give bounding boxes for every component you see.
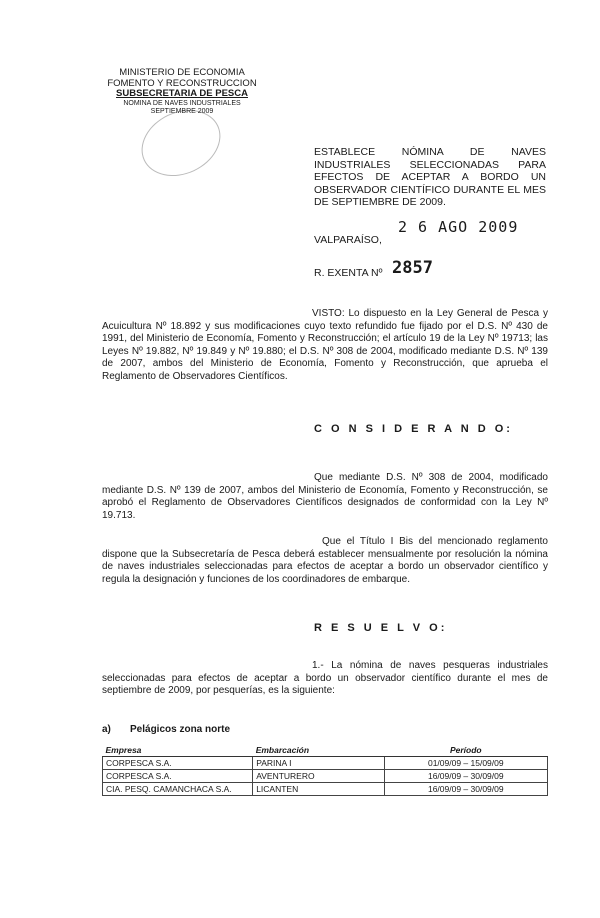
ministry-header bbox=[96, 68, 268, 116]
table-row bbox=[103, 757, 548, 770]
cell-periodo: 01/09/09 – 15/09/09 bbox=[384, 757, 547, 770]
resuelvo-heading: R E S U E L V O: bbox=[314, 622, 448, 634]
table-row bbox=[103, 770, 548, 783]
cell-embarcacion: PARINA I bbox=[253, 757, 384, 770]
ministry-name: MINISTERIO DE ECONOMIA bbox=[119, 67, 245, 78]
table-row bbox=[103, 783, 548, 796]
considerando-text-1: Que mediante D.S. Nº 308 de 2004, modificado mediante D.S. Nº 139 de 2007, ambos del Ministerio de Economía, Fomento y Reconstrucción, se aprobó el Reglamento de Observadores Científicos designados de conformidad con la Ley Nº 19.713. bbox=[102, 472, 548, 521]
cell-empresa: CORPESCA S.A. bbox=[103, 757, 253, 770]
cell-embarcacion: LICANTEN bbox=[253, 783, 384, 796]
header-periodo: Período bbox=[384, 744, 547, 757]
month-line: SEPTIEMBRE 2009 bbox=[150, 107, 214, 115]
considerando-paragraph-2 bbox=[102, 536, 548, 586]
resuelvo-text-1: 1.- La nómina de naves pesqueras industriales seleccionadas para efectos de aceptar a bordo un observador científico durante el mes de septiembre de 2009, por pesquerías, es la siguiente: bbox=[102, 660, 548, 696]
document-title: ESTABLECE NÓMINA DE NAVES INDUSTRIALES SELECCIONADAS PARA EFECTOS DE ACEPTAR A BORDO UN OBSERVADOR CIENTÍFICO DURANTE EL MES DE SEPTIEMBRE DE 2009. bbox=[314, 146, 546, 208]
considerando-heading: C O N S I D E R A N D O: bbox=[314, 423, 513, 435]
date-stamp: 2 6 AGO 2009 bbox=[398, 218, 519, 236]
cell-periodo: 16/09/09 – 30/09/09 bbox=[384, 770, 547, 783]
table-header-row bbox=[103, 744, 548, 757]
resolution-number: 2857 bbox=[392, 258, 433, 278]
visto-paragraph bbox=[102, 308, 548, 383]
place-label: VALPARAÍSO, bbox=[314, 234, 382, 246]
visto-text: Lo dispuesto en la Ley General de Pesca y Acuicultura Nº 18.892 y sus modificaciones cuyo texto refundido fue fijado por el D.S. Nº 430 de 1991, del Ministerio de Economía, Fomento y Reconstrucción; el artículo 19 de la Ley Nº 19713; las Leyes Nº 19.882, Nº 19.849 y Nº 19.880; el D.S. Nº 308 de 2004, modificado mediante D.S. Nº 139 de 2007, ambos del Ministerio de Economía, Fomento y Reconstrucción, que aprueba el Reglamento de Observadores Científicos. bbox=[102, 308, 548, 382]
considerando-text-2: Que el Título I Bis del mencionado reglamento dispone que la Subsecretaría de Pesca deberá establecer mensualmente por resolución la nómina de naves industriales seleccionadas para efectos de aceptar a bordo un observador científico y regula la designación y funciones de los coordinadores de embarque. bbox=[102, 536, 548, 585]
section-title: Pelágicos zona norte bbox=[130, 724, 231, 735]
resuelvo-paragraph-1 bbox=[102, 660, 548, 698]
visto-label: VISTO: bbox=[312, 308, 345, 319]
cell-empresa: CORPESCA S.A. bbox=[103, 770, 253, 783]
header-embarcacion: Embarcación bbox=[253, 744, 384, 757]
subject-line: NOMINA DE NAVES INDUSTRIALES bbox=[123, 99, 241, 107]
cell-periodo: 16/09/09 – 30/09/09 bbox=[384, 783, 547, 796]
header-empresa: Empresa bbox=[103, 744, 253, 757]
section-a-heading bbox=[102, 724, 230, 735]
cell-empresa: CIA. PESQ. CAMANCHACA S.A. bbox=[103, 783, 253, 796]
section-letter: a) bbox=[102, 724, 111, 735]
vessel-table bbox=[102, 744, 548, 796]
ministry-name-2: FOMENTO Y RECONSTRUCCION bbox=[107, 77, 257, 89]
subsecretaria-name: SUBSECRETARIA DE PESCA bbox=[116, 88, 248, 99]
cell-embarcacion: AVENTURERO bbox=[253, 770, 384, 783]
considerando-paragraph-1 bbox=[102, 472, 548, 522]
resolution-label: R. EXENTA Nº bbox=[314, 267, 383, 279]
